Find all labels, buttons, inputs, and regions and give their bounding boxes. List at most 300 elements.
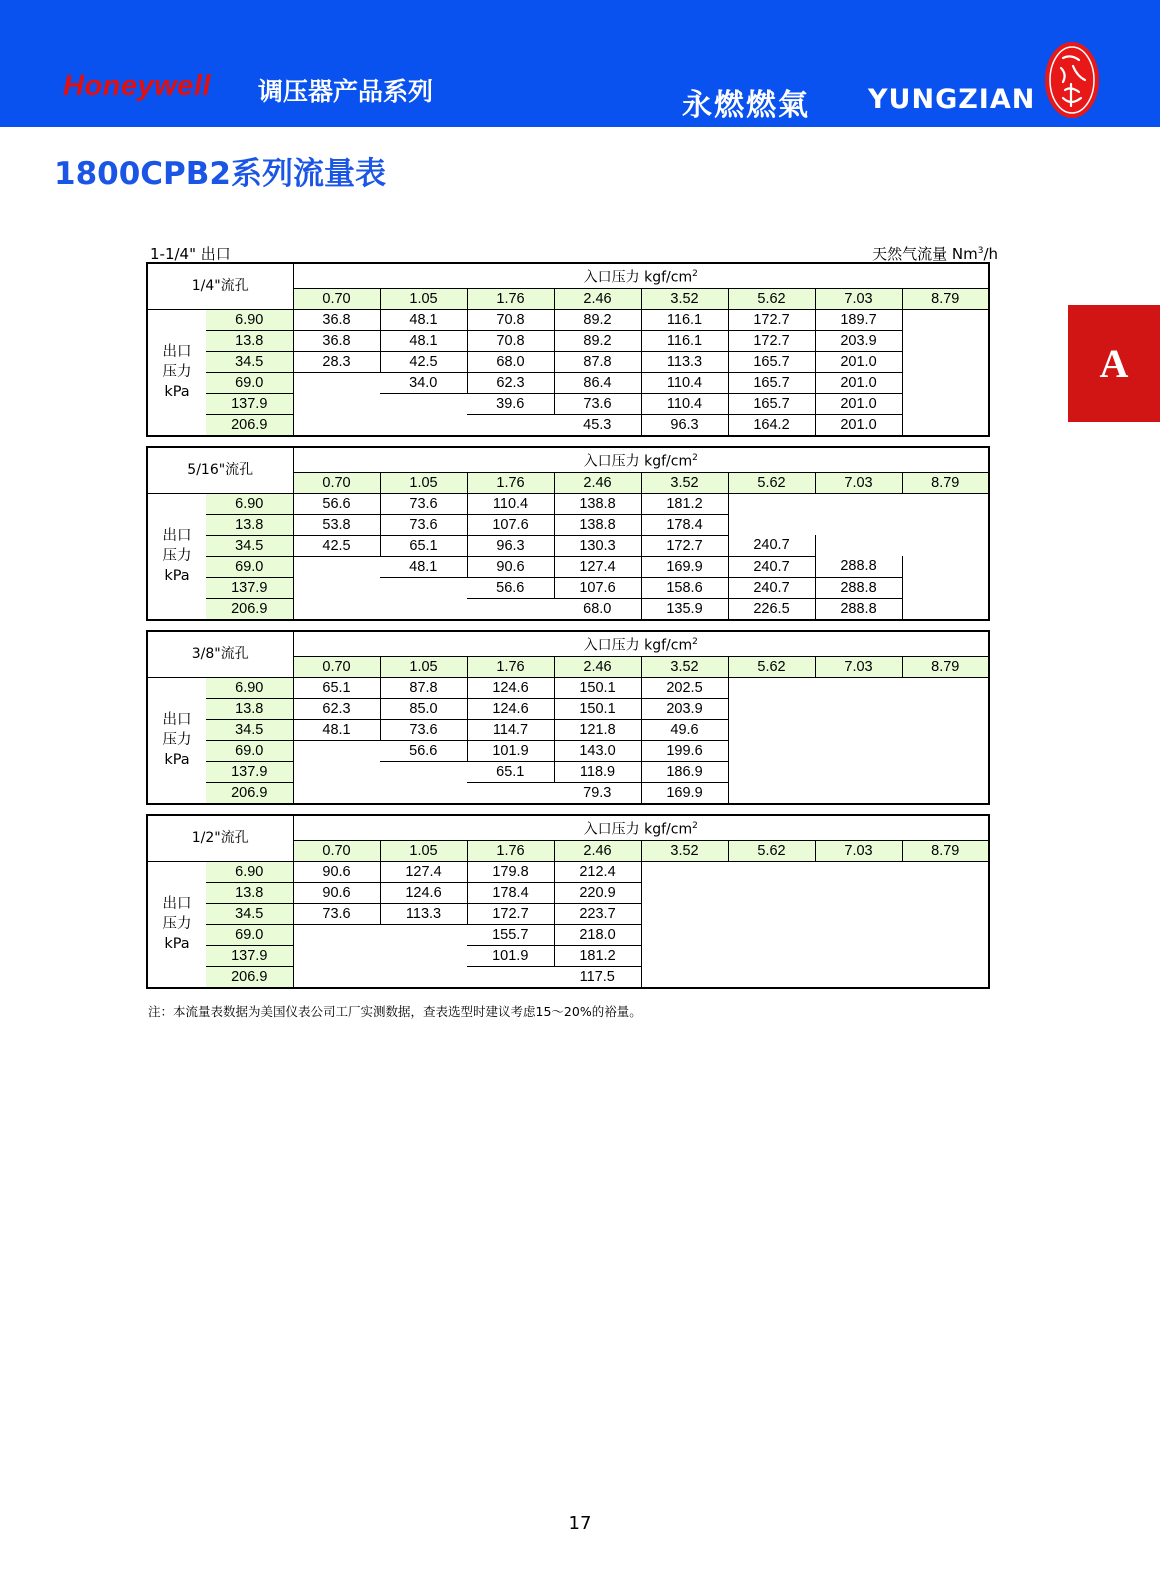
flow-cell: 28.3: [293, 351, 380, 372]
flow-table-3: [146, 630, 990, 805]
flow-cell: 90.6: [293, 882, 380, 903]
inlet-pressure-header: [293, 447, 989, 472]
flow-cell: 240.7: [728, 535, 815, 556]
side-label-line: kPa: [164, 752, 190, 769]
flow-cell: 186.9: [641, 761, 728, 782]
flow-cell: 73.6: [554, 393, 641, 414]
inlet-pressure-value: 3.52: [641, 288, 728, 309]
flow-cell: 36.8: [293, 330, 380, 351]
table-row: [147, 351, 989, 372]
flow-cell: 189.7: [815, 309, 902, 330]
inlet-pressure-value: 3.52: [641, 656, 728, 677]
flow-cell: [902, 924, 989, 945]
flow-cell: [293, 393, 380, 414]
flow-cell: 45.3: [554, 414, 641, 436]
flow-cell: [815, 535, 902, 556]
inlet-pressure-header-text: 入口压力 kgf/cm: [583, 453, 693, 470]
flow-cell: [728, 493, 815, 514]
flow-cell: [467, 414, 554, 436]
outlet-pressure-value: 34.5: [206, 903, 293, 924]
flow-cell: [902, 966, 989, 988]
table-row: [147, 903, 989, 924]
outlet-pressure-value: 206.9: [206, 414, 293, 436]
flow-cell: [902, 882, 989, 903]
inlet-pressure-value: 7.03: [815, 840, 902, 861]
side-label-line: 出口: [162, 712, 192, 729]
flow-cell: [380, 782, 467, 804]
inlet-pressure-header-sup: 2: [692, 637, 698, 647]
inlet-pressure-value: 7.03: [815, 656, 902, 677]
side-label-line: 压力: [162, 732, 192, 749]
orifice-size-label: 5/16"流孔: [147, 447, 293, 493]
flow-cell: [380, 393, 467, 414]
flow-cell: [902, 761, 989, 782]
outlet-size-label: 1-1/4" 出口: [150, 245, 231, 263]
flow-cell: 138.8: [554, 493, 641, 514]
inlet-pressure-value: 1.05: [380, 288, 467, 309]
flow-cell: 181.2: [641, 493, 728, 514]
flow-cell: 203.9: [815, 330, 902, 351]
flow-cell: 178.4: [641, 514, 728, 535]
orifice-size-label: 3/8"流孔: [147, 631, 293, 677]
flow-cell: 223.7: [554, 903, 641, 924]
flow-cell: [815, 698, 902, 719]
flow-cell: 135.9: [641, 598, 728, 620]
outlet-pressure-side-label: [147, 309, 206, 436]
flow-cell: [815, 924, 902, 945]
side-label-line: 压力: [162, 364, 192, 381]
inlet-pressure-value: 1.76: [467, 840, 554, 861]
flow-cell: 165.7: [728, 393, 815, 414]
table-row: [147, 535, 989, 556]
flow-cell: 202.5: [641, 677, 728, 698]
inlet-pressure-value: 7.03: [815, 288, 902, 309]
flow-cell: 116.1: [641, 309, 728, 330]
flow-cell: 181.2: [554, 945, 641, 966]
table-row: [147, 966, 989, 988]
flow-cell: [380, 598, 467, 620]
flow-cell: [380, 414, 467, 436]
flow-cell: [728, 966, 815, 988]
flow-cell: [902, 493, 989, 514]
flow-cell: 96.3: [641, 414, 728, 436]
flow-cell: [902, 903, 989, 924]
flow-cell: 179.8: [467, 861, 554, 882]
side-label-line: kPa: [164, 936, 190, 953]
inlet-pressure-header-sup: 2: [692, 453, 698, 463]
flow-cell: 39.6: [467, 393, 554, 414]
table-row: [147, 677, 989, 698]
flow-cell: 164.2: [728, 414, 815, 436]
flow-cell: 90.6: [293, 861, 380, 882]
flow-cell: 42.5: [293, 535, 380, 556]
inlet-pressure-value: 0.70: [293, 472, 380, 493]
flow-cell: 218.0: [554, 924, 641, 945]
inlet-pressure-value: 7.03: [815, 472, 902, 493]
inlet-pressure-value: 8.79: [902, 656, 989, 677]
outlet-pressure-value: 6.90: [206, 861, 293, 882]
flow-cell: [902, 740, 989, 761]
table-row: [147, 556, 989, 577]
inlet-pressure-value: 1.76: [467, 288, 554, 309]
flow-cell: 73.6: [380, 719, 467, 740]
flow-cell: [380, 924, 467, 945]
flow-cell: 73.6: [380, 493, 467, 514]
flow-cell: [641, 882, 728, 903]
series-title: 调压器产品系列: [258, 77, 434, 106]
inlet-pressure-value: 8.79: [902, 472, 989, 493]
flow-cell: 201.0: [815, 372, 902, 393]
flow-cell: 101.9: [467, 740, 554, 761]
side-label-line: kPa: [164, 384, 190, 401]
flow-cell: [902, 677, 989, 698]
company-seal-icon: [1043, 40, 1101, 120]
flow-cell: 70.8: [467, 330, 554, 351]
flow-cell: [467, 782, 554, 804]
outlet-pressure-side-label: [147, 861, 206, 988]
outlet-pressure-value: 13.8: [206, 514, 293, 535]
flow-cell: 34.0: [380, 372, 467, 393]
flow-cell: [902, 414, 989, 436]
inlet-pressure-value: 2.46: [554, 288, 641, 309]
flow-cell: [380, 945, 467, 966]
flow-cell: [902, 351, 989, 372]
flow-cell: 110.4: [641, 372, 728, 393]
table-row: [147, 924, 989, 945]
flow-cell: 65.1: [467, 761, 554, 782]
table-row: [147, 330, 989, 351]
outlet-pressure-side-label: [147, 677, 206, 804]
table-row: [147, 598, 989, 620]
flow-cell: 86.4: [554, 372, 641, 393]
flow-cell: [641, 903, 728, 924]
outlet-pressure-value: 137.9: [206, 945, 293, 966]
flow-cell: [902, 945, 989, 966]
flow-cell: [728, 698, 815, 719]
flow-cell: 165.7: [728, 351, 815, 372]
orifice-size-label: 1/2"流孔: [147, 815, 293, 861]
outlet-pressure-value: 34.5: [206, 351, 293, 372]
flow-cell: [641, 924, 728, 945]
flow-cell: 89.2: [554, 309, 641, 330]
flow-cell: [728, 719, 815, 740]
section-tab-a[interactable]: A: [1068, 305, 1160, 422]
flow-cell: [293, 761, 380, 782]
table-row: [147, 514, 989, 535]
flow-cell: [902, 719, 989, 740]
flow-cell: 124.6: [380, 882, 467, 903]
outlet-pressure-value: 206.9: [206, 598, 293, 620]
side-label-line: 出口: [162, 528, 192, 545]
flow-cell: 155.7: [467, 924, 554, 945]
inlet-pressure-header: [293, 815, 989, 840]
flow-cell: 201.0: [815, 351, 902, 372]
outlet-pressure-value: 137.9: [206, 393, 293, 414]
flow-cell: [815, 761, 902, 782]
flow-cell: 101.9: [467, 945, 554, 966]
flow-cell: 107.6: [467, 514, 554, 535]
flow-cell: [728, 882, 815, 903]
flow-cell: [728, 782, 815, 804]
inlet-pressure-value: 5.62: [728, 288, 815, 309]
flow-cell: 150.1: [554, 698, 641, 719]
inlet-pressure-value: 1.76: [467, 472, 554, 493]
table-row: [147, 761, 989, 782]
outlet-pressure-value: 206.9: [206, 782, 293, 804]
table-row: [147, 861, 989, 882]
flow-cell: [728, 740, 815, 761]
flow-cell: [815, 903, 902, 924]
outlet-pressure-value: 6.90: [206, 493, 293, 514]
flow-cell: [728, 761, 815, 782]
inlet-pressure-value: 2.46: [554, 472, 641, 493]
flow-cell: 62.3: [293, 698, 380, 719]
flow-cell: 70.8: [467, 309, 554, 330]
flow-cell: [293, 924, 380, 945]
inlet-pressure-value: 0.70: [293, 288, 380, 309]
outlet-pressure-value: 13.8: [206, 882, 293, 903]
flow-cell: 199.6: [641, 740, 728, 761]
inlet-pressure-value: 3.52: [641, 840, 728, 861]
side-label-line: 出口: [162, 344, 192, 361]
flow-cell: 116.1: [641, 330, 728, 351]
outlet-pressure-value: 6.90: [206, 677, 293, 698]
flow-table-2: [146, 446, 990, 621]
inlet-pressure-value: 8.79: [902, 288, 989, 309]
inlet-pressure-value: 1.05: [380, 472, 467, 493]
page-number: 17: [568, 1513, 592, 1534]
outlet-pressure-value: 137.9: [206, 577, 293, 598]
flow-cell: [902, 556, 989, 577]
flow-cell: [902, 372, 989, 393]
flow-cell: [815, 782, 902, 804]
outlet-pressure-value: 34.5: [206, 535, 293, 556]
flow-cell: 113.3: [380, 903, 467, 924]
flow-cell: 56.6: [293, 493, 380, 514]
flow-cell: [293, 372, 380, 393]
orifice-size-label: 1/4"流孔: [147, 263, 293, 309]
flow-cell: [293, 782, 380, 804]
flow-cell: 114.7: [467, 719, 554, 740]
flow-cell: 172.7: [467, 903, 554, 924]
inlet-pressure-header-sup: 2: [692, 269, 698, 279]
flow-cell: 124.6: [467, 698, 554, 719]
flow-cell: 62.3: [467, 372, 554, 393]
inlet-pressure-value: 5.62: [728, 656, 815, 677]
flow-cell: 117.5: [554, 966, 641, 988]
flow-cell: [728, 861, 815, 882]
flow-cell: [815, 677, 902, 698]
flow-cell: [902, 330, 989, 351]
flow-cell: 48.1: [380, 330, 467, 351]
table-row: [147, 493, 989, 514]
side-label-line: 出口: [162, 896, 192, 913]
outlet-pressure-value: 34.5: [206, 719, 293, 740]
flow-cell: [815, 719, 902, 740]
flow-cell: [815, 861, 902, 882]
flow-cell: [293, 740, 380, 761]
flow-cell: 53.8: [293, 514, 380, 535]
outlet-pressure-value: 69.0: [206, 924, 293, 945]
flow-cell: 127.4: [380, 861, 467, 882]
side-label-line: 压力: [162, 916, 192, 933]
outlet-pressure-value: 137.9: [206, 761, 293, 782]
flow-cell: [293, 966, 380, 988]
inlet-pressure-value: 1.05: [380, 840, 467, 861]
flow-cell: [293, 945, 380, 966]
flow-cell: 42.5: [380, 351, 467, 372]
flow-cell: 201.0: [815, 393, 902, 414]
brand-logo: Honeywell: [63, 70, 211, 102]
table-row: [147, 414, 989, 436]
flow-cell: 121.8: [554, 719, 641, 740]
outlet-pressure-value: 69.0: [206, 372, 293, 393]
inlet-pressure-header-text: 入口压力 kgf/cm: [583, 637, 693, 654]
outlet-pressure-value: 13.8: [206, 698, 293, 719]
flow-cell: [902, 393, 989, 414]
flow-cell: [902, 514, 989, 535]
flow-cell: [467, 598, 554, 620]
flow-cell: [380, 966, 467, 988]
flow-cell: 288.8: [815, 577, 902, 598]
inlet-pressure-header: [293, 263, 989, 288]
inlet-pressure-header: [293, 631, 989, 656]
flow-table-4: [146, 814, 990, 989]
flow-cell: [902, 698, 989, 719]
flow-cell: 110.4: [467, 493, 554, 514]
inlet-pressure-value: 2.46: [554, 656, 641, 677]
flow-cell: 85.0: [380, 698, 467, 719]
inlet-pressure-value: 1.76: [467, 656, 554, 677]
table-row: [147, 577, 989, 598]
flow-cell: 127.4: [554, 556, 641, 577]
flow-cell: 172.7: [728, 309, 815, 330]
inlet-pressure-value: 2.46: [554, 840, 641, 861]
flow-cell: 48.1: [380, 556, 467, 577]
inlet-pressure-value: 3.52: [641, 472, 728, 493]
table-row: [147, 719, 989, 740]
table-row: [147, 372, 989, 393]
flow-cell: 68.0: [554, 598, 641, 620]
flow-cell: [815, 493, 902, 514]
flow-cell: [380, 577, 467, 598]
outlet-pressure-value: 69.0: [206, 556, 293, 577]
flow-cell: [902, 309, 989, 330]
flow-cell: 65.1: [293, 677, 380, 698]
flow-cell: 158.6: [641, 577, 728, 598]
flow-cell: 36.8: [293, 309, 380, 330]
flow-cell: [641, 966, 728, 988]
flow-cell: [641, 861, 728, 882]
flow-cell: [293, 556, 380, 577]
flow-cell: [728, 924, 815, 945]
table-row: [147, 882, 989, 903]
flow-cell: 240.7: [728, 556, 815, 577]
flow-cell: 240.7: [728, 577, 815, 598]
flow-cell: [815, 945, 902, 966]
inlet-pressure-value: 5.62: [728, 472, 815, 493]
company-name-en: YUNGZIAN: [868, 84, 1036, 115]
flow-cell: 288.8: [815, 556, 902, 577]
flow-cell: 169.9: [641, 556, 728, 577]
flow-cell: 87.8: [554, 351, 641, 372]
flow-cell: 48.1: [380, 309, 467, 330]
flow-cell: [815, 966, 902, 988]
flow-cell: [293, 414, 380, 436]
flow-cell: 172.7: [728, 330, 815, 351]
flow-cell: 165.7: [728, 372, 815, 393]
page-title: 1800CPB2系列流量表: [54, 156, 386, 192]
flow-cell: 178.4: [467, 882, 554, 903]
flow-cell: [815, 740, 902, 761]
flow-cell: 130.3: [554, 535, 641, 556]
flow-cell: 172.7: [641, 535, 728, 556]
company-name-cn: 永燃燃氣: [682, 88, 810, 123]
flow-cell: 169.9: [641, 782, 728, 804]
flow-cell: 226.5: [728, 598, 815, 620]
flow-cell: 201.0: [815, 414, 902, 436]
flow-cell: 48.1: [293, 719, 380, 740]
inlet-pressure-value: 5.62: [728, 840, 815, 861]
flow-cell: [902, 782, 989, 804]
inlet-pressure-value: 0.70: [293, 656, 380, 677]
flow-cell: 49.6: [641, 719, 728, 740]
flow-cell: 68.0: [467, 351, 554, 372]
outlet-pressure-value: 13.8: [206, 330, 293, 351]
flow-cell: [902, 598, 989, 620]
outlet-pressure-value: 6.90: [206, 309, 293, 330]
flow-cell: 56.6: [467, 577, 554, 598]
flow-cell: 220.9: [554, 882, 641, 903]
table-row: [147, 393, 989, 414]
outlet-pressure-side-label: [147, 493, 206, 620]
flow-cell: 96.3: [467, 535, 554, 556]
inlet-pressure-header-sup: 2: [692, 821, 698, 831]
flow-cell: 90.6: [467, 556, 554, 577]
flow-cell: [293, 577, 380, 598]
flow-cell: 79.3: [554, 782, 641, 804]
flow-cell: [641, 945, 728, 966]
flow-cell: [293, 598, 380, 620]
flow-cell: 138.8: [554, 514, 641, 535]
table-row: [147, 945, 989, 966]
flow-cell: 65.1: [380, 535, 467, 556]
flow-cell: 73.6: [380, 514, 467, 535]
flow-cell: 87.8: [380, 677, 467, 698]
flow-cell: [728, 514, 815, 535]
flow-cell: [815, 882, 902, 903]
inlet-pressure-value: 0.70: [293, 840, 380, 861]
flow-cell: [728, 945, 815, 966]
flow-cell: [467, 966, 554, 988]
outlet-pressure-value: 69.0: [206, 740, 293, 761]
flow-cell: 73.6: [293, 903, 380, 924]
side-label-line: 压力: [162, 548, 192, 565]
flow-unit-label: 天然气流量 Nm$^3$/h: [872, 245, 998, 263]
flow-cell: [380, 761, 467, 782]
flow-cell: [728, 903, 815, 924]
flow-cell: 124.6: [467, 677, 554, 698]
flow-cell: 288.8: [815, 598, 902, 620]
flow-cell: [902, 535, 989, 556]
inlet-pressure-value: 8.79: [902, 840, 989, 861]
flow-cell: [728, 677, 815, 698]
flow-cell: 212.4: [554, 861, 641, 882]
table-row: [147, 740, 989, 761]
table-row: [147, 782, 989, 804]
flow-cell: [815, 514, 902, 535]
flow-cell: 150.1: [554, 677, 641, 698]
